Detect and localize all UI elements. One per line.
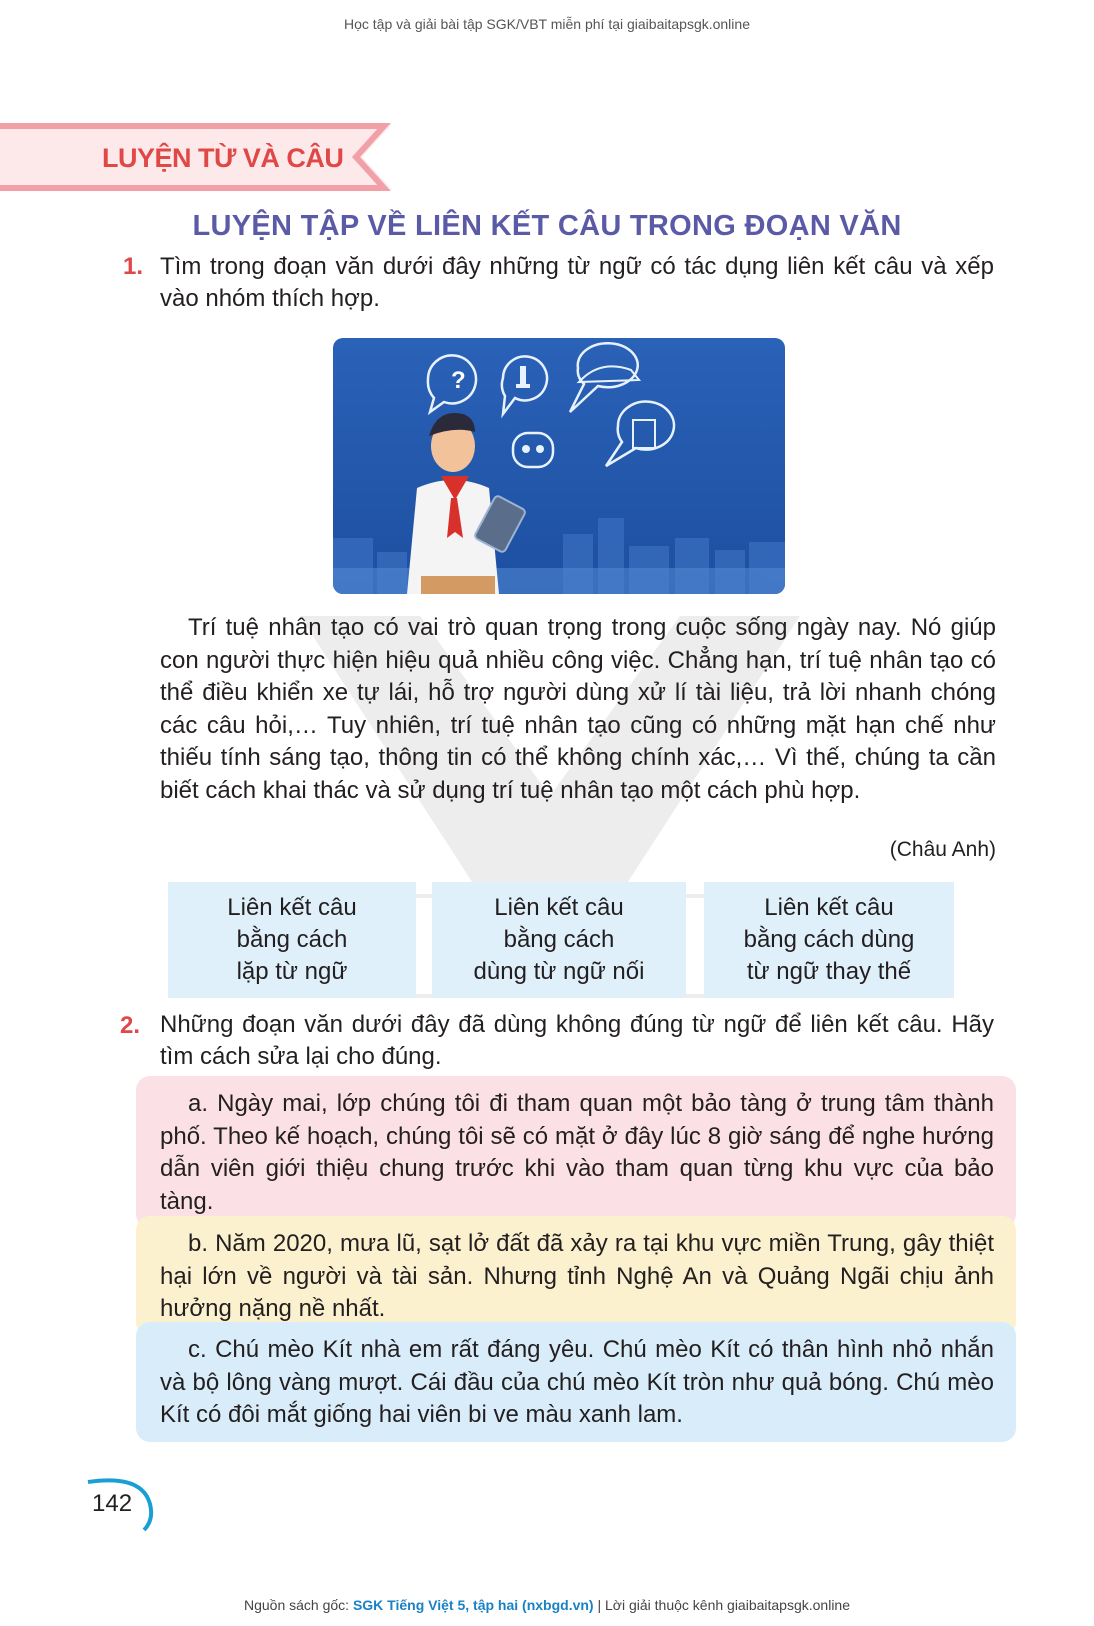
passage-text: Trí tuệ nhân tạo có vai trò quan trọng trong cuộc sống ngày nay. Nó giúp con người thực hiện hiệu quả nhiều công việc. Chẳng hạn, trí tuệ nhân tạo có thể điều khiển xe tự lái, hỗ trợ người dùng xử lí tài liệu, trả lời nhanh chóng các câu hỏi,… Tuy nhiên, trí tuệ nhân tạo cũng có những mặt hạn chế như thiếu tính sáng tạo, thông tin có thể không chính xác,… Vì thế, chúng ta cần biết cách khai thác và sử dụng trí tuệ nhân tạo một cách phù hợp. xyxy=(160,614,996,804)
reading-passage xyxy=(160,612,996,807)
question-1-text: Tìm trong đoạn văn dưới đây những từ ngữ có tác dụng liên kết câu và xếp vào nhóm thích hợp. xyxy=(160,253,994,312)
top-source-note: Học tập và giải bài tập SGK/VBT miễn phí tại giaibaitapsgk.online xyxy=(344,16,750,32)
exercise-c-text: c. Chú mèo Kít nhà em rất đáng yêu. Chú mèo Kít có thân hình nhỏ nhắn và bộ lông vàng mượt. Cái đầu của chú mèo Kít tròn như quả bóng. Chú mèo Kít có đôi mắt giống hai viên bi ve màu xanh lam. xyxy=(160,1336,994,1428)
exercise-b-text: b. Năm 2020, mưa lũ, sạt lở đất đã xảy ra tại khu vực miền Trung, gây thiệt hại lớn về người và tài sản. Nhưng tỉnh Nghệ An và Quảng Ngãi chịu ảnh hưởng nặng nề nhất. xyxy=(160,1230,994,1322)
group-card-line: Liên kết câu xyxy=(494,894,624,921)
group-card-line: Liên kết câu xyxy=(227,894,357,921)
group-card-substitution xyxy=(704,882,954,998)
lesson-title: LUYỆN TẬP VỀ LIÊN KẾT CÂU TRONG ĐOẠN VĂN xyxy=(192,210,902,242)
page-number: 142 xyxy=(92,1490,133,1517)
group-card-line: lặp từ ngữ xyxy=(236,958,348,985)
exercise-box-b xyxy=(136,1216,1016,1336)
footer-prefix: Nguồn sách gốc: xyxy=(243,1597,350,1613)
exercise-a-text: a. Ngày mai, lớp chúng tôi đi tham quan một bảo tàng ở trung tâm thành phố. Theo kế hoạch, chúng tôi sẽ có mặt ở đây lúc 8 giờ sáng để nghe hướng dẫn viên giới thiệu chung trước khi vào tham quan từng khu vực của bảo tàng. xyxy=(160,1090,994,1215)
group-card-line: bằng cách xyxy=(503,926,615,953)
exercise-box-c xyxy=(136,1322,1016,1442)
group-card-line: dùng từ ngữ nối xyxy=(473,958,645,985)
group-card-connectives xyxy=(432,882,686,998)
group-card-line: bằng cách xyxy=(236,926,348,953)
question-2-number: 2. xyxy=(120,1012,141,1039)
question-mark-icon: ? xyxy=(451,367,466,394)
question-1-number: 1. xyxy=(123,253,144,280)
exercise-box-a xyxy=(136,1076,1016,1228)
group-card-repetition xyxy=(168,882,416,998)
group-card-line: Liên kết câu xyxy=(764,894,894,921)
footer-source-link[interactable]: SGK Tiếng Việt 5, tập hai (nxbgd.vn) xyxy=(352,1597,594,1613)
section-label: LUYỆN TỪ VÀ CÂU xyxy=(102,143,344,173)
question-2-text: Những đoạn văn dưới đây đã dùng không đúng từ ngữ để liên kết câu. Hãy tìm cách sửa lại cho đúng. xyxy=(160,1011,994,1070)
footer-suffix: | Lời giải thuộc kênh giaibaitapsgk.online xyxy=(597,1597,851,1613)
footer-source-note xyxy=(0,1597,1094,1613)
group-card-line: từ ngữ thay thế xyxy=(746,958,912,985)
ai-illustration xyxy=(333,338,785,594)
group-card-line: bằng cách dùng xyxy=(743,926,915,953)
passage-author: (Châu Anh) xyxy=(889,838,996,861)
